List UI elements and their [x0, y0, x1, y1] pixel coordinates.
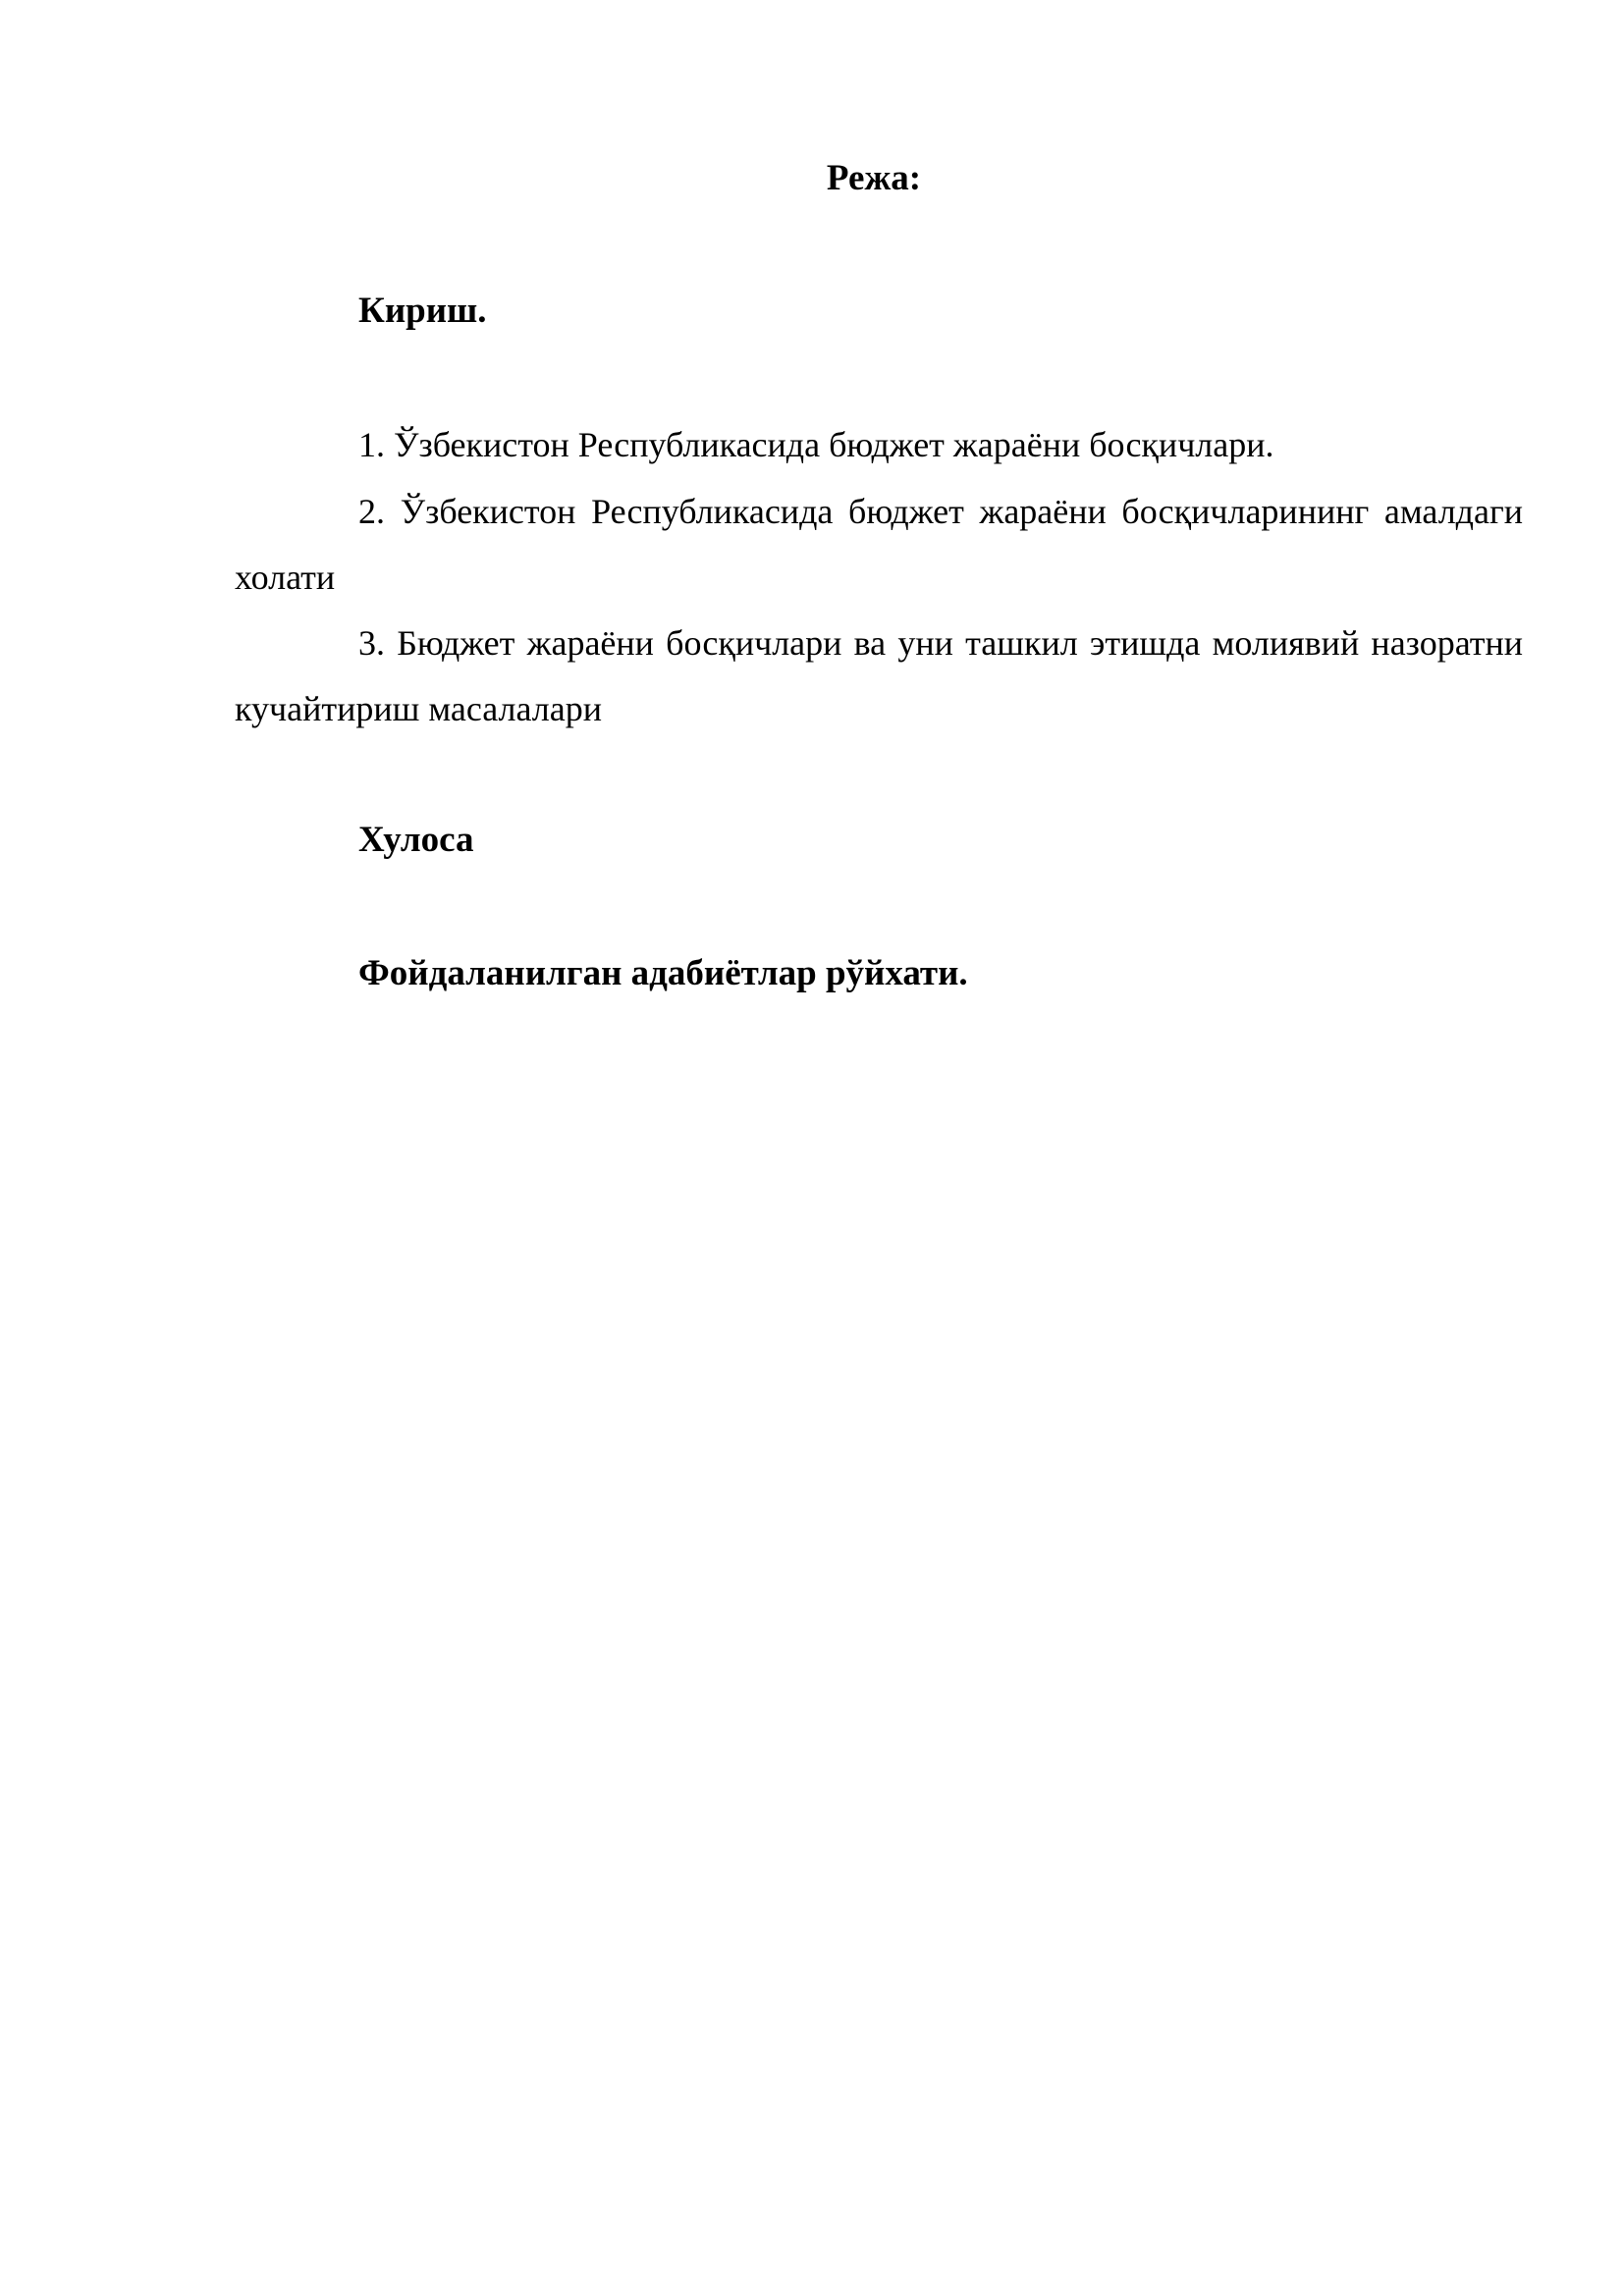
plan-item-2: 2. Ўзбекистон Республикасида бюджет жараёни босқичларининг амалдаги холати — [235, 492, 1523, 597]
references-heading: Фойдаланилган адабиётлар рўйхати. — [358, 953, 968, 993]
conclusion-heading: Хулоса — [358, 820, 474, 860]
plan-item-1: 1. Ўзбекистон Республикасида бюджет жараёни босқичлари. — [358, 425, 1274, 464]
plan-item-3: 3. Бюджет жараёни босқичлари ва уни ташкил этишда молиявий назоратни кучайтириш масалалари — [235, 623, 1523, 728]
page-title: Режа: — [826, 158, 922, 198]
intro-heading: Кириш. — [358, 291, 487, 331]
